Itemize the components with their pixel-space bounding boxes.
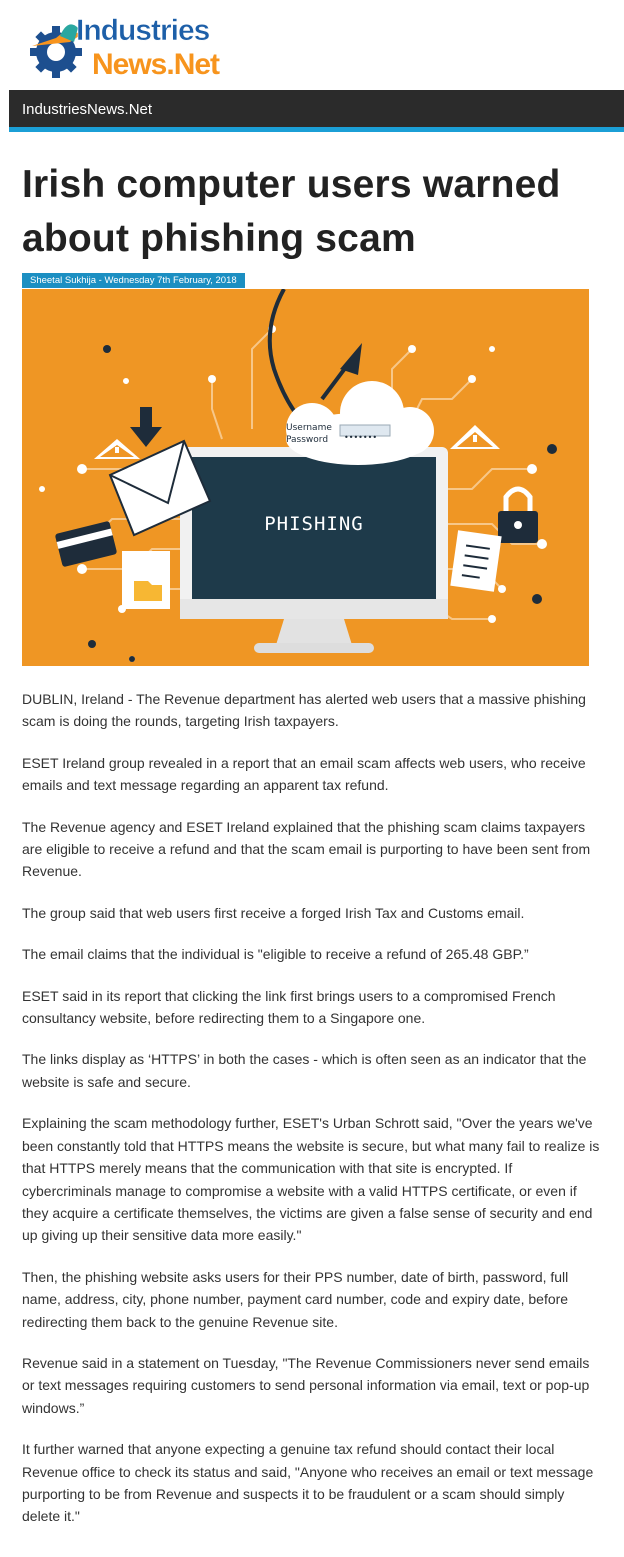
article-paragraph: Then, the phishing website asks users for their PPS number, date of birth, password, full name, address, city, phone number, payment card number, code and expiry date, before redirecting them back to the genuine Revenue site. [22,1268,569,1330]
gear-logo-icon [30,24,82,78]
logo-text-newsnet: News.Net [92,48,220,80]
article-byline: Sheetal Sukhija - Wednesday 7th February, 2018 [22,273,245,288]
article-paragraph: Explaining the scam methodology further, ESET's Urban Schrott said, "Over the years we've been constantly told that HTTPS means the website is secure, but what many fail to realize is that HTTPS merely means that the communication with that site is encrypted. If cybercriminals manage to compromise a website with a valid HTTPS certificate, or even if they acquire a certificate themselves, the victims are given a false sense of security and end up giving up their sensitive data more easily." [22,1115,600,1244]
article-paragraph: It further warned that anyone expecting a genuine tax refund should contact their local Revenue office to check its status and said, "Anyone who receives an email or text message purporting to be from Revenue and suspects it to be fraudulent or a scam should simply delete it." [22,1441,594,1525]
top-navbar [9,90,624,132]
hero-image [22,289,589,666]
article-paragraph: The links display as ‘HTTPS’ in both the cases - which is often seen as an indicator that the website is safe and secure. [22,1051,587,1090]
article-paragraph: The group said that web users first receive a forged Irish Tax and Customs email. [22,904,525,921]
hero-screen-text: PHISHING [264,513,364,535]
article-body [22,688,602,1547]
logo-text-industries: Industries [76,14,210,47]
nav-brand-link[interactable]: IndustriesNews.Net [22,101,153,118]
folder-document-icon [122,551,170,609]
article-paragraph: The Revenue agency and ESET Ireland explained that the phishing scam claims taxpayers are eligible to receive a refund and that the scam email is purporting to have been sent from Revenue. [22,818,591,880]
article-paragraph: ESET said in its report that clicking the link first brings users to a compromised French consultancy website, before redirecting them to a Singapore one. [22,987,556,1027]
list-document-icon [450,530,501,592]
site-logo[interactable] [26,8,226,80]
article-paragraph: DUBLIN, Ireland - The Revenue department has alerted web users that a massive phishing scam is doing the rounds, targeting Irish taxpayers. [22,691,586,730]
article-paragraph: ESET Ireland group revealed in a report that an email scam affects web users, who receive emails and text message regarding an apparent tax refund. [22,754,586,794]
article-headline: Irish computer users warned about phishing scam [22,163,561,260]
article-paragraph: The email claims that the individual is "eligible to receive a refund of 265.48 GBP.” [22,946,529,963]
hero-password-label: Password [286,435,329,445]
hero-password-mask: ••••••• [344,433,378,442]
article-paragraph: Revenue said in a statement on Tuesday, "The Revenue Commissioners never send emails or text messages requiring customers to send personal information via email, text or pop-up windows.” [22,1354,590,1416]
hero-username-label: Username [286,423,332,433]
